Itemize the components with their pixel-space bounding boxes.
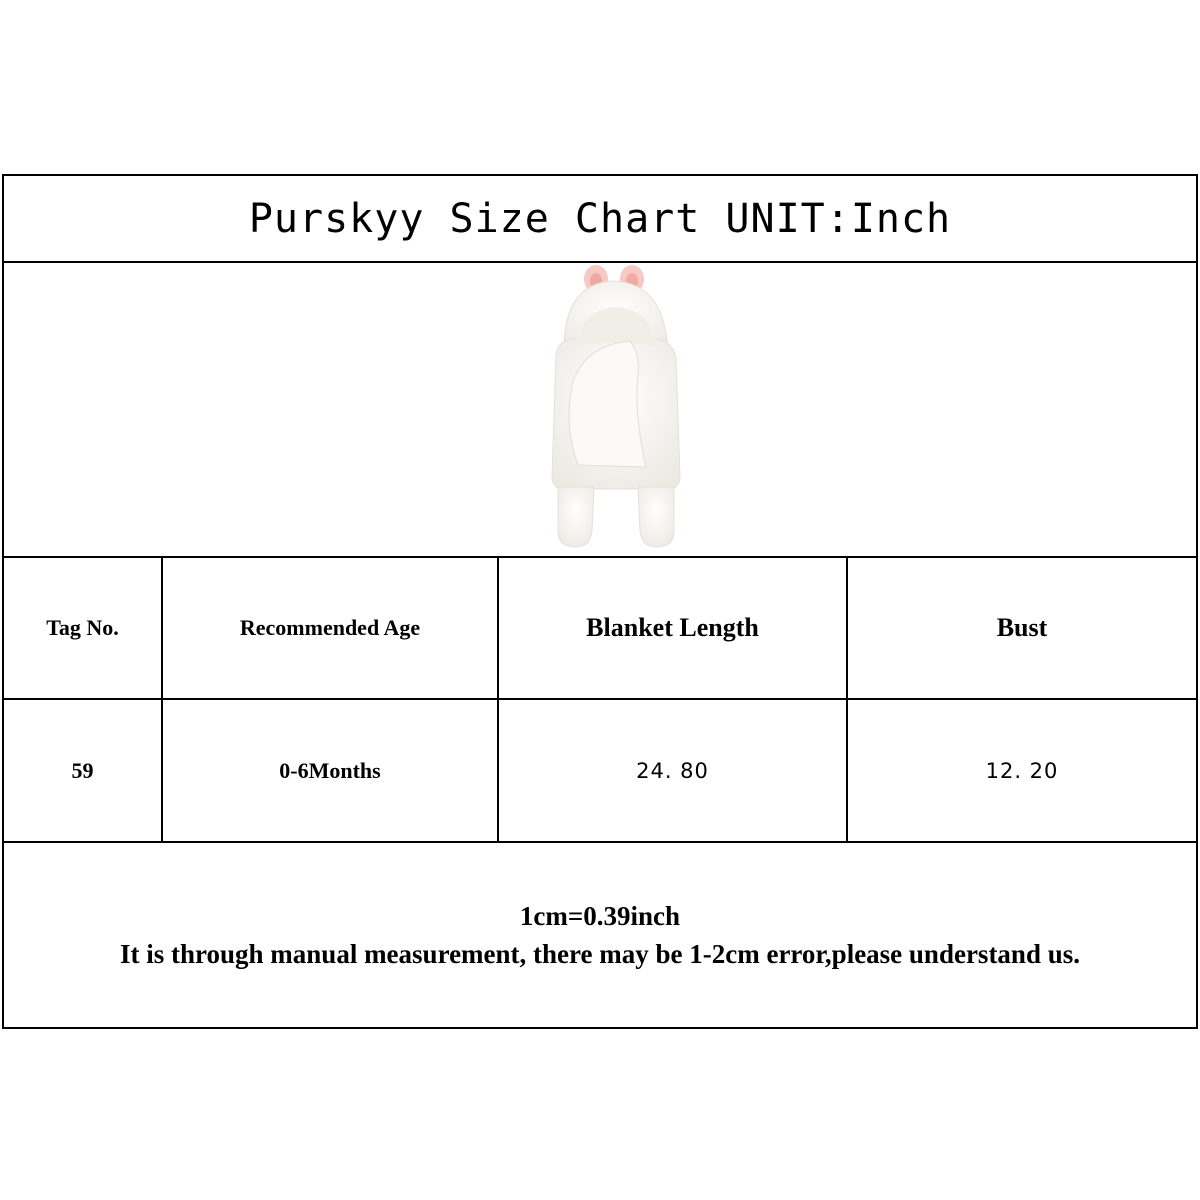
- cell-bust: 12. 20: [847, 699, 1196, 842]
- title-row: [4, 176, 1196, 263]
- header-blanket-length: Blanket Length: [498, 558, 847, 699]
- swaddle-blanket-image: [534, 265, 714, 555]
- cell-tag: 59: [4, 699, 162, 842]
- size-table: [4, 558, 1196, 843]
- cell-age: 0-6Months: [162, 699, 498, 842]
- cell-blanket-length: 24. 80: [498, 699, 847, 842]
- error-disclaimer: It is through manual measurement, there may be 1-2cm error,please understand us.: [120, 938, 1080, 969]
- header-recommended-age: Recommended Age: [162, 558, 498, 699]
- header-row: [4, 558, 1196, 699]
- header-tag-no: Tag No.: [4, 558, 162, 699]
- chart-title: Purskyy Size Chart UNIT:Inch: [248, 195, 952, 242]
- conversion-note: 1cm=0.39inch: [519, 900, 681, 931]
- size-chart: [2, 174, 1198, 1029]
- product-image-row: [4, 263, 1196, 558]
- measurement-note: [4, 842, 1196, 1027]
- table-row: [4, 699, 1196, 842]
- header-bust: Bust: [847, 558, 1196, 699]
